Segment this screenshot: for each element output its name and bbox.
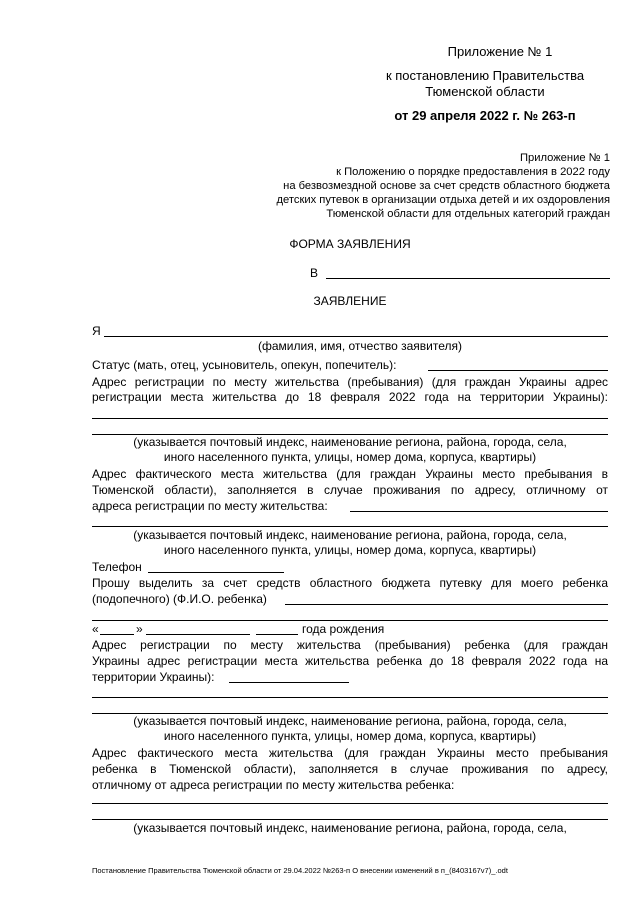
- child-actual-line1: Адрес фактического места жительства (для граждан Украины место пребывания: [92, 746, 608, 760]
- actual-address-field-inline[interactable]: [350, 511, 608, 512]
- child-reg-line1: Адрес регистрации по месту жительства (пребывания) ребенка (для граждан: [92, 638, 608, 652]
- address-hint-1b: иного населенного пункта, улицы, номер дома, корпуса, квартиры): [163, 450, 537, 464]
- header-appendix: Приложение № 1: [447, 44, 553, 59]
- request-line2: (подопечного) (Ф.И.О. ребенка): [92, 592, 267, 606]
- child-actual-field-line1[interactable]: [92, 803, 608, 804]
- child-actual-line2: ребенка в Тюменской области), заполняется в случае проживания по адресу,: [92, 762, 608, 776]
- address-hint-2a: (указывается почтовый индекс, наименование региона, района, города, села,: [133, 528, 567, 542]
- birth-day-field[interactable]: [100, 634, 134, 635]
- to-label: В: [310, 266, 319, 280]
- child-fio-field-inline[interactable]: [285, 604, 608, 605]
- to-field-line[interactable]: [326, 278, 610, 279]
- footer-text: Постановление Правительства Тюменской области от 29.04.2022 №263-п О внесении изменений в п_(8403167v7)_.odt: [92, 866, 508, 875]
- birth-year-field[interactable]: [256, 634, 298, 635]
- subheader-line-1: к Положению о порядке предоставления в 2022 году: [336, 166, 610, 178]
- reg-address-line1: Адрес регистрации по месту жительства (пребывания) (для граждан Украины адрес: [92, 375, 608, 389]
- child-fio-field-line[interactable]: [92, 620, 608, 621]
- child-reg-line3: территории Украины):: [92, 670, 215, 684]
- actual-address-line3: адреса регистрации по месту жительства:: [92, 499, 328, 513]
- quote-close: »: [136, 622, 143, 636]
- reg-address-field-line1[interactable]: [92, 418, 608, 419]
- subheader-line-3: детских путевок в организации отдыха детей и их оздоровления: [276, 194, 610, 206]
- statement-title: ЗАЯВЛЕНИЕ: [313, 294, 387, 308]
- address-hint-2b: иного населенного пункта, улицы, номер дома, корпуса, квартиры): [163, 543, 537, 557]
- birth-year-label: года рождения: [302, 622, 385, 636]
- child-actual-line3: отличному от адреса регистрации по месту жительства ребенка:: [92, 778, 455, 792]
- actual-address-line2: Тюменской области), заполняется в случае проживания по адресу, отличному от: [92, 483, 608, 497]
- applicant-fio-line[interactable]: [104, 336, 608, 337]
- header-date-number: от 29 апреля 2022 г. № 263-п: [394, 108, 576, 123]
- header-resolution-line1: к постановлению Правительства: [385, 68, 585, 83]
- address-hint-1a: (указывается почтовый индекс, наименование региона, района, города, села,: [133, 435, 567, 449]
- actual-address-field-line[interactable]: [92, 526, 608, 527]
- birth-month-field[interactable]: [146, 634, 250, 635]
- child-reg-field-inline[interactable]: [229, 682, 349, 683]
- address-hint-4a: (указывается почтовый индекс, наименование региона, района, города, села,: [133, 821, 567, 835]
- i-label: Я: [92, 324, 101, 338]
- subheader-appendix: Приложение № 1: [519, 152, 610, 164]
- address-hint-3a: (указывается почтовый индекс, наименование региона, района, города, села,: [133, 714, 567, 728]
- status-field-line[interactable]: [428, 370, 608, 371]
- child-reg-field-line1[interactable]: [92, 697, 608, 698]
- reg-address-line2: регистрации места жительства до 18 февраля 2022 года на территории Украины):: [92, 390, 608, 404]
- request-line1: Прошу выделить за счет средств областного бюджета путевку для моего ребенка: [92, 576, 608, 590]
- form-title: ФОРМА ЗАЯВЛЕНИЯ: [289, 237, 411, 251]
- address-hint-3b: иного населенного пункта, улицы, номер дома, корпуса, квартиры): [163, 729, 537, 743]
- quote-open: «: [92, 622, 99, 636]
- phone-field-line[interactable]: [148, 572, 284, 573]
- subheader-line-4: Тюменской области для отдельных категорий граждан: [326, 208, 610, 220]
- phone-label: Телефон: [92, 560, 142, 574]
- fio-hint: (фамилия, имя, отчество заявителя): [258, 339, 462, 353]
- child-reg-line2: Украины адрес регистрации места жительства ребенка до 18 февраля 2022 года на: [92, 654, 608, 668]
- status-label: Статус (мать, отец, усыновитель, опекун, попечитель):: [92, 358, 397, 372]
- subheader-line-2: на безвозмездной основе за счет средств областного бюджета: [283, 180, 610, 192]
- header-resolution-line2: Тюменской области: [425, 84, 545, 99]
- child-actual-field-line2[interactable]: [92, 819, 608, 820]
- actual-address-line1: Адрес фактического места жительства (для граждан Украины место пребывания в: [92, 467, 608, 481]
